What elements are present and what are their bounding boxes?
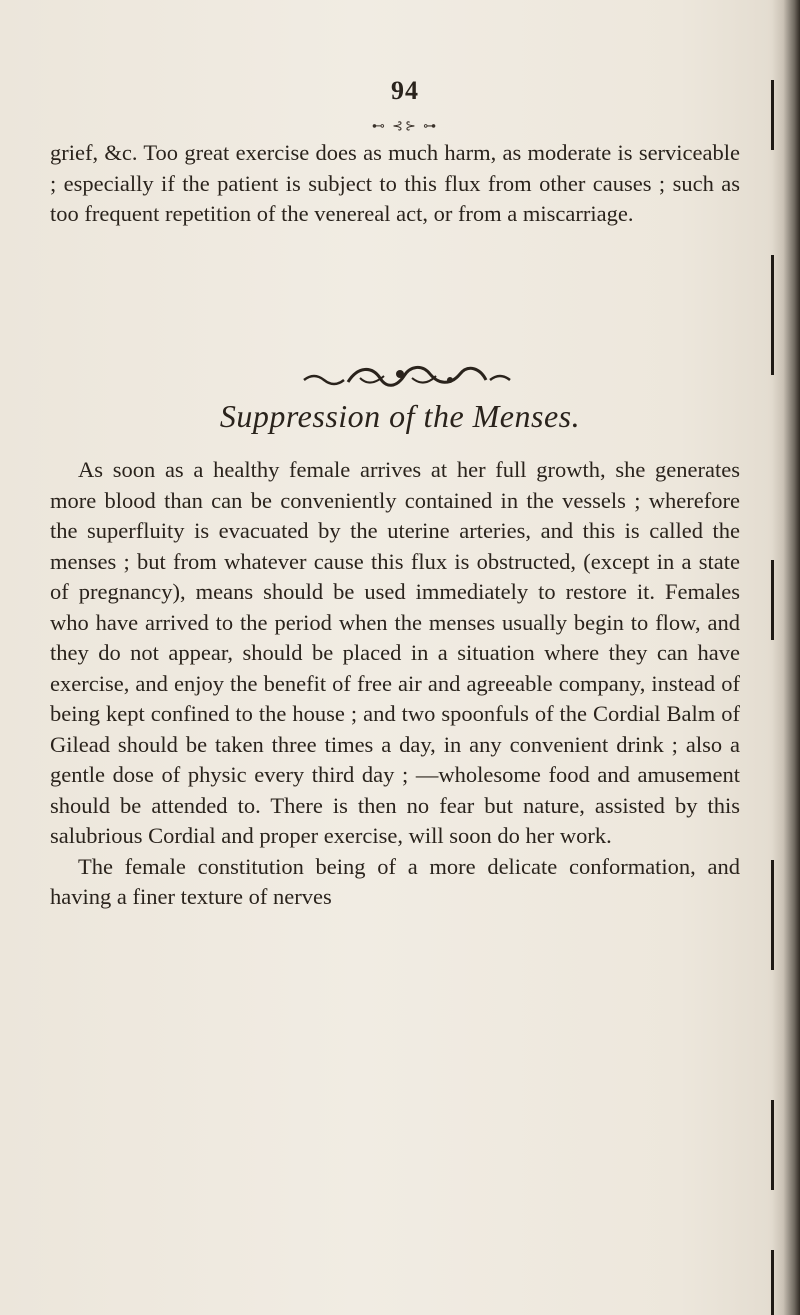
section-body [50,455,740,913]
edge-mark [771,80,774,150]
binding-shadow [772,0,800,1315]
body-paragraph: As soon as a healthy female arrives at her full growth, she generates more blood than can be conveniently contained in the vessels ; wherefore the superfluity is evacuated by the uterine arteries, and this is called the menses ; but from whatever cause this flux is obstructed, (except in a state of pregnancy), means should be used immediately to restore it. Females who have arrived to the period when the menses usually begin to flow, and they do not appear, should be placed in a situation where they can have exercise, and enjoy the benefit of free air and agreeable company, instead of being kept confined to the house ; and two spoonfuls of the Cordial Balm of Gilead should be taken three times a day, in any convenient drink ; also a gentle dose of physic every third day ; —wholesome food and amusement should be attended to. There is then no fear but nature, assisted by this salubrious Cordial and proper exercise, will soon do her work. [50,457,740,848]
body-paragraph: The female constitution being of a more delicate conformation, and having a finer texture of nerves [50,853,740,909]
edge-mark [771,860,774,970]
edge-mark [771,1100,774,1190]
edge-mark [771,1250,774,1315]
page-number: 94 [391,76,419,105]
header-ornament: ⊷ ⊰⊱ ⊶ [371,118,439,133]
decorative-rule-icon [300,358,515,398]
edge-mark [771,255,774,375]
edge-mark [771,560,774,640]
continuation-text: grief, &c. Too great exercise does as much harm, as moderate is serviceable ; especially if the patient is subject to this flux from other causes ; such as too frequent repetition of the venereal act, or from a miscarriage. [50,140,740,226]
continuation-paragraph [50,138,740,230]
section-title: Suppression of the Menses. [219,398,581,434]
